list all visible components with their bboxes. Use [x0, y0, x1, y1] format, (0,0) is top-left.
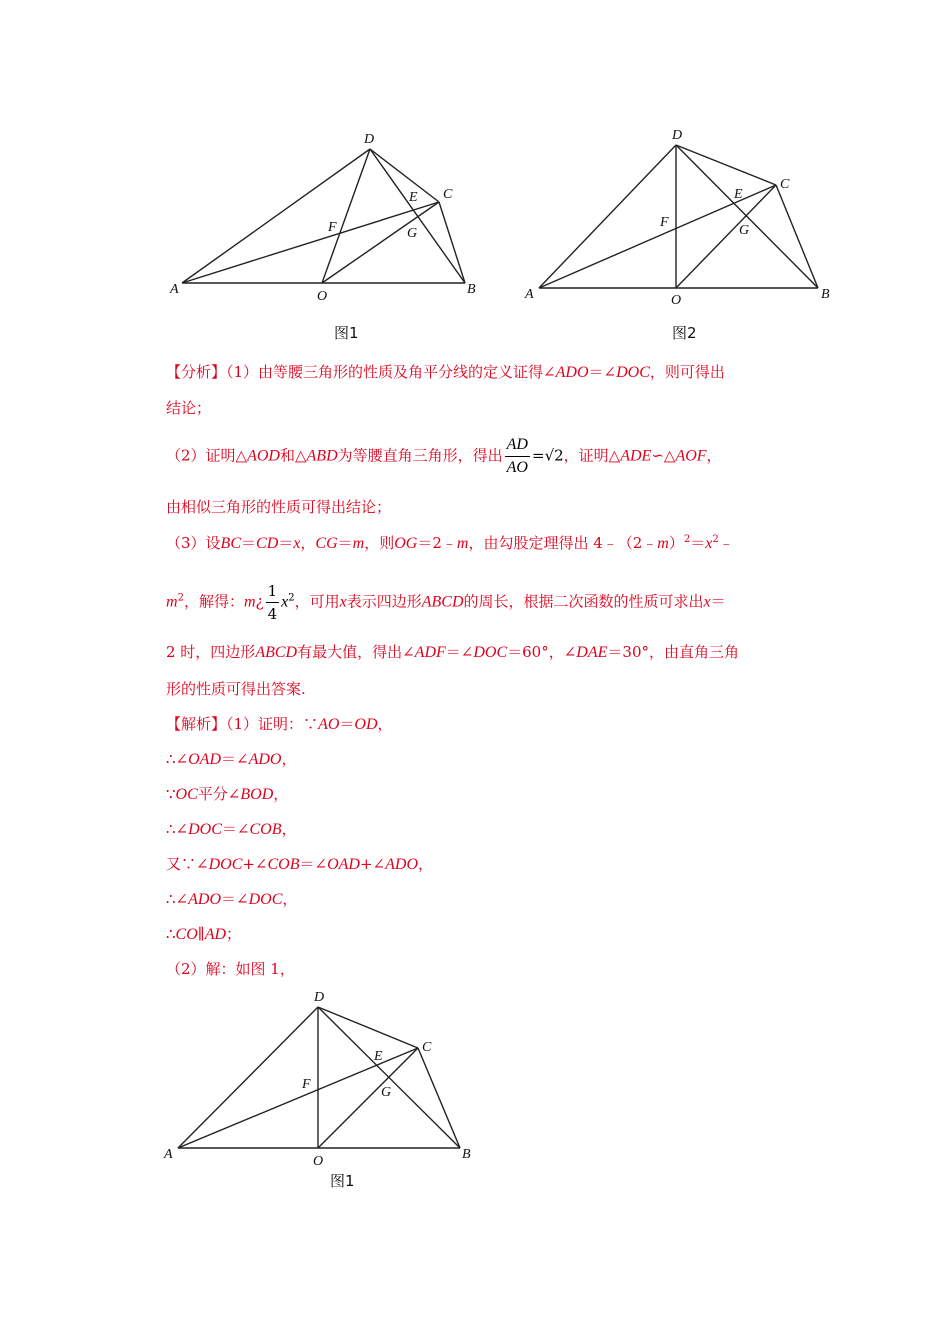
figure-2-diagram: [515, 122, 845, 312]
solution-line-3: ∵OC平分∠BOD，: [166, 785, 289, 803]
segment-CB: [776, 185, 818, 288]
segment-DB: [370, 149, 465, 283]
analysis-line-3: （2）证明△AOD和△ABD为等腰直角三角形，得出 $\frac{AD}{AO}$ =√2，证明△ADE∽△AOF，: [166, 434, 810, 479]
segment-OC: [676, 185, 776, 288]
figure-2: [515, 122, 845, 312]
analysis-line-7: 2 时，四边形ABCD有最大值，得出∠ADF＝∠DOC＝60°，∠DAE＝30°，由直角三角: [166, 643, 739, 661]
label-G: G: [381, 1085, 392, 1100]
label-B: B: [467, 282, 476, 297]
segment-DC: [676, 145, 776, 185]
label-D: D: [314, 990, 325, 1005]
analysis-line-1: 【分析】（1）由等腰三角形的性质及角平分线的定义证得∠ADO＝∠DOC，则可得出: [166, 363, 725, 381]
analysis-line-2: 结论；: [166, 399, 212, 417]
label-D: D: [672, 128, 683, 143]
label-E: E: [734, 187, 743, 202]
solution-line-8: （2）解：如图 1，: [166, 960, 295, 978]
label-C: C: [422, 1040, 432, 1055]
figure-1-diagram: [160, 125, 490, 310]
label-G: G: [739, 223, 750, 238]
solution-line-2: ∴∠OAD＝∠ADO，: [166, 750, 297, 768]
segment-AD: [178, 1007, 318, 1148]
label-E: E: [374, 1049, 383, 1064]
label-B: B: [821, 287, 830, 302]
figure-1: [160, 125, 490, 310]
solution-line-4: ∴∠DOC＝∠COB，: [166, 820, 297, 838]
figure-3-diagram: [158, 985, 488, 1170]
label-C: C: [443, 187, 453, 202]
label-D: D: [364, 132, 375, 147]
solution-line-7: ∴CO∥AD；: [166, 925, 242, 943]
label-O: O: [317, 289, 328, 304]
analysis-line-4: 由相似三角形的性质可得出结论；: [166, 498, 392, 516]
analysis-line-8: 形的性质可得出答案.: [166, 680, 306, 698]
label-F: F: [302, 1077, 311, 1092]
fraction-one-quarter: $\frac{1}{4}$: [267, 582, 278, 623]
solution-line-6: ∴∠ADO＝∠DOC，: [166, 890, 298, 908]
segment-AD: [539, 145, 676, 288]
analysis-tag: 【分析】: [166, 363, 227, 381]
label-F: F: [328, 220, 337, 235]
segment-DO: [322, 149, 370, 283]
segment-OC: [318, 1048, 418, 1148]
label-A: A: [170, 282, 179, 297]
label-O: O: [313, 1154, 324, 1169]
label-A: A: [525, 287, 534, 302]
figure-2-caption: 图2: [672, 324, 697, 342]
figure-1-caption: 图1: [334, 324, 359, 342]
label-O: O: [671, 293, 682, 308]
segment-AC: [182, 202, 439, 283]
fraction-AD-AO: $\frac{AD}{AO}$: [506, 436, 528, 476]
segment-DC: [370, 149, 439, 202]
segment-AD: [182, 149, 370, 283]
label-F: F: [660, 215, 669, 230]
solution-line-5: 又∵∠DOC+∠COB＝∠OAD+∠ADO，: [166, 855, 434, 873]
label-B: B: [462, 1147, 471, 1162]
figure-3-caption: 图1: [330, 1172, 355, 1190]
label-A: A: [164, 1147, 173, 1162]
analysis-line-6: $m^2$，解得：m¿ $\frac{1}{4}$ $x^2$，可用x表示四边形ABCD的周长，根据二次函数的性质可求出x＝: [166, 582, 726, 623]
figure-3: [158, 985, 488, 1170]
segment-DC: [318, 1007, 418, 1048]
segment-CB: [439, 202, 465, 283]
label-E: E: [409, 190, 418, 205]
analysis-line-5: （3）设BC＝CD＝x，CG＝m，则OG＝2﹣m，由勾股定理得出 $4﹣(2﹣m)^2=x^2﹣$: [166, 534, 734, 552]
label-C: C: [780, 177, 790, 192]
solution-tag: 【解析】: [166, 715, 227, 733]
solution-line-1: 【解析】（1）证明：∵AO＝OD，: [166, 715, 393, 733]
segment-CB: [418, 1048, 460, 1148]
segment-OC: [322, 202, 439, 283]
label-G: G: [407, 226, 418, 241]
